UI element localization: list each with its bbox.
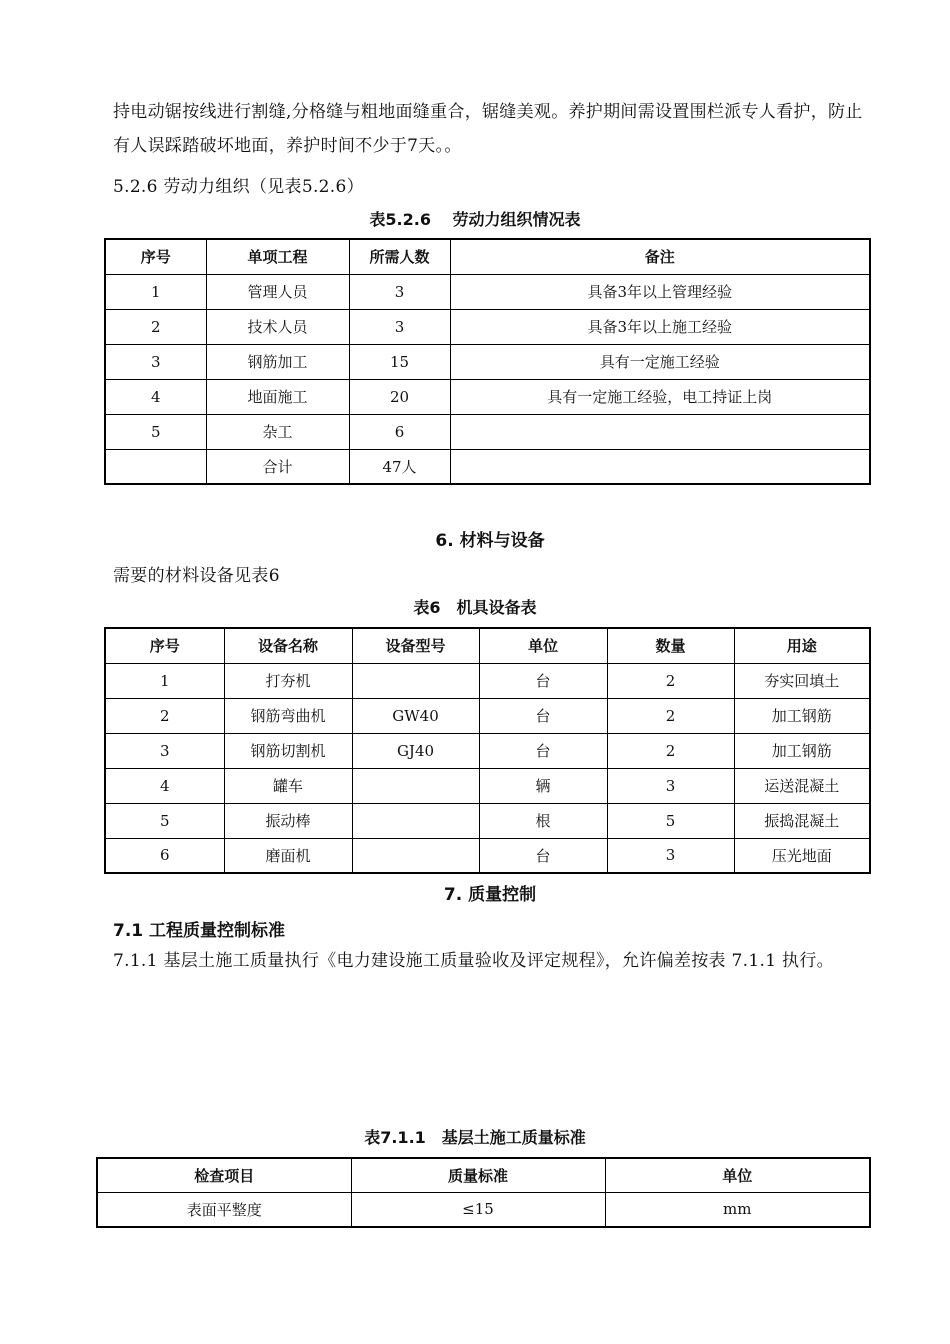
table-cell: 台 (479, 698, 607, 733)
table-cell: 具有一定施工经验 (450, 344, 870, 379)
table-row (105, 274, 870, 309)
table-cell: 管理人员 (206, 274, 349, 309)
table-cell: 杂工 (206, 414, 349, 449)
table-row (105, 838, 870, 873)
section-7-1-heading: 7.1 工程质量控制标准 (113, 921, 286, 941)
table-cell: 3 (607, 768, 734, 803)
table-cell: 3 (105, 733, 224, 768)
table-cell (352, 663, 479, 698)
table-cell: 3 (349, 274, 450, 309)
table-row (105, 698, 870, 733)
table-cell: 振动棒 (224, 803, 352, 838)
quality-table-header-row (97, 1158, 870, 1192)
section-7-heading: 7. 质量控制 (443, 885, 537, 905)
equipment-table (104, 627, 871, 874)
table-cell: GW40 (352, 698, 479, 733)
table-cell: 夯实回填土 (734, 663, 870, 698)
section-5-2-6-title: 5.2.6 劳动力组织（见表5.2.6） (113, 177, 364, 197)
table-cell: 具备3年以上施工经验 (450, 309, 870, 344)
labor-table-caption: 表5.2.6 劳动力组织情况表 (369, 210, 581, 229)
table-cell: 技术人员 (206, 309, 349, 344)
labor-header-cell: 所需人数 (349, 239, 450, 274)
quality-header-cell: 单位 (605, 1158, 870, 1192)
table-cell: 表面平整度 (97, 1192, 351, 1227)
table-cell: 15 (349, 344, 450, 379)
equipment-table-caption: 表6 机具设备表 (413, 598, 537, 617)
table-cell (450, 414, 870, 449)
table-cell: 运送混凝土 (734, 768, 870, 803)
table-row (105, 733, 870, 768)
equipment-header-cell: 设备名称 (224, 628, 352, 663)
table-cell: 3 (607, 838, 734, 873)
quality-table-caption: 表7.1.1 基层土施工质量标准 (364, 1128, 586, 1147)
table-cell: 6 (105, 838, 224, 873)
table-cell (352, 803, 479, 838)
labor-header-cell: 备注 (450, 239, 870, 274)
table-cell: 2 (607, 663, 734, 698)
table-row (97, 1192, 870, 1227)
quality-table (96, 1157, 871, 1228)
equipment-header-cell: 序号 (105, 628, 224, 663)
table-cell: 台 (479, 663, 607, 698)
table-row (105, 414, 870, 449)
table-cell: 6 (349, 414, 450, 449)
table-cell: 1 (105, 663, 224, 698)
table-row (105, 344, 870, 379)
table-cell: 合计 (206, 449, 349, 484)
table-row (105, 768, 870, 803)
equipment-header-cell: 数量 (607, 628, 734, 663)
table-cell: 具有一定施工经验，电工持证上岗 (450, 379, 870, 414)
table-cell: 5 (105, 803, 224, 838)
table-cell: GJ40 (352, 733, 479, 768)
quality-header-cell: 质量标准 (351, 1158, 605, 1192)
table-cell: 2 (607, 733, 734, 768)
table-cell: 2 (105, 698, 224, 733)
table-cell: 3 (349, 309, 450, 344)
table-cell: 钢筋切割机 (224, 733, 352, 768)
table-cell: 磨面机 (224, 838, 352, 873)
table-cell: 5 (607, 803, 734, 838)
table-row (105, 663, 870, 698)
labor-header-cell: 序号 (105, 239, 206, 274)
table-cell: 2 (105, 309, 206, 344)
table-cell: 辆 (479, 768, 607, 803)
table-cell: 打夯机 (224, 663, 352, 698)
table-cell: 4 (105, 379, 206, 414)
table-cell: 台 (479, 838, 607, 873)
table-cell: 47人 (349, 449, 450, 484)
equipment-header-cell: 单位 (479, 628, 607, 663)
section-6-text: 需要的材料设备见表6 (113, 566, 280, 586)
table-cell: 钢筋加工 (206, 344, 349, 379)
equipment-header-cell: 用途 (734, 628, 870, 663)
table-cell: mm (605, 1192, 870, 1227)
labor-table (104, 238, 871, 485)
table-cell: 3 (105, 344, 206, 379)
table-cell: 钢筋弯曲机 (224, 698, 352, 733)
table-cell: 4 (105, 768, 224, 803)
table-cell: 20 (349, 379, 450, 414)
table-cell (105, 449, 206, 484)
table-row (105, 803, 870, 838)
table-cell: 1 (105, 274, 206, 309)
table-row-total (105, 449, 870, 484)
equipment-table-header-row (105, 628, 870, 663)
table-cell: 台 (479, 733, 607, 768)
labor-table-header-row (105, 239, 870, 274)
table-cell: 根 (479, 803, 607, 838)
section-6-heading: 6. 材料与设备 (435, 531, 545, 551)
table-cell: 振捣混凝土 (734, 803, 870, 838)
table-cell: 罐车 (224, 768, 352, 803)
table-cell (352, 768, 479, 803)
table-row (105, 309, 870, 344)
table-cell: ≤15 (351, 1192, 605, 1227)
table-cell: 加工钢筋 (734, 733, 870, 768)
quality-header-cell: 检查项目 (97, 1158, 351, 1192)
labor-header-cell: 单项工程 (206, 239, 349, 274)
section-7-1-1-paragraph: 7.1.1 基层土施工质量执行《电力建设施工质量验收及评定规程》，允许偏差按表 7.1.1 执行。 (113, 951, 834, 971)
equipment-header-cell: 设备型号 (352, 628, 479, 663)
table-cell: 2 (607, 698, 734, 733)
table-cell: 5 (105, 414, 206, 449)
intro-paragraph: 持电动锯按线进行割缝,分格缝与粗地面缝重合，锯缝美观。养护期间需设置围栏派专人看护，防止有人误踩踏破坏地面，养护时间不少于7天。。 (113, 102, 863, 156)
table-cell (450, 449, 870, 484)
table-cell: 地面施工 (206, 379, 349, 414)
table-cell: 加工钢筋 (734, 698, 870, 733)
table-cell: 具备3年以上管理经验 (450, 274, 870, 309)
table-cell (352, 838, 479, 873)
table-cell: 压光地面 (734, 838, 870, 873)
table-row (105, 379, 870, 414)
